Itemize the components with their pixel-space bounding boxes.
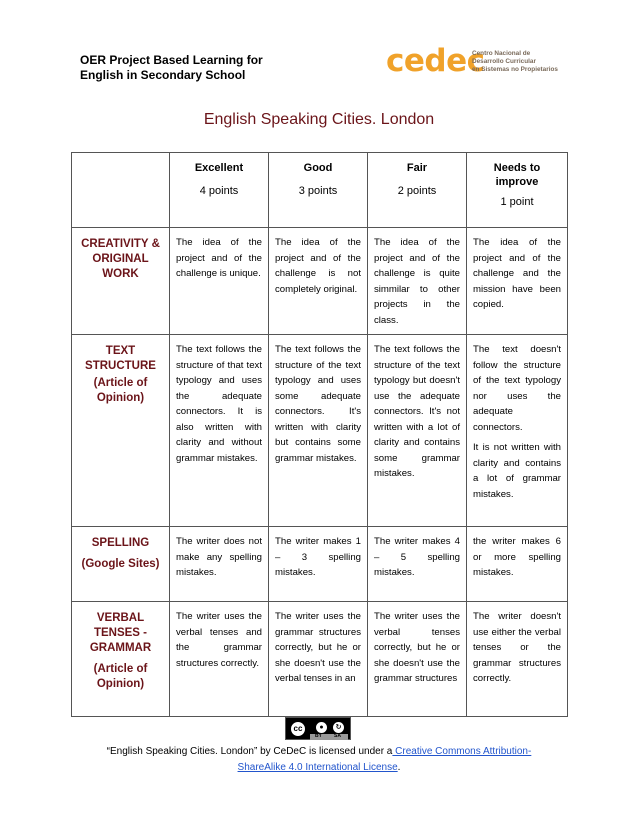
cc-icon: cc xyxy=(289,720,307,738)
criterion-cell xyxy=(72,602,170,717)
rubric-row-text-structure xyxy=(72,335,568,527)
criterion-label: CREATIVITY & ORIGINAL WORK xyxy=(81,238,160,280)
descriptor-cell: The text follows the structure of that text typology and uses the adequate connectors. It is also written with clarity and without grammar mistakes. xyxy=(170,335,269,527)
descriptor-cell: The writer makes 4 – 5 spelling mistakes. xyxy=(368,527,467,602)
descriptor-cell: The idea of the project and of the challenge and the mission have been copied. xyxy=(467,228,568,335)
level-points: 2 points xyxy=(397,185,437,197)
document-header xyxy=(80,53,300,83)
header-line-2: English in Secondary School xyxy=(80,68,246,82)
logo-subtitle xyxy=(472,50,558,74)
level-points: 3 points xyxy=(298,185,338,197)
footer-suffix: . xyxy=(397,762,401,773)
level-label: Good xyxy=(303,162,333,174)
sa-label: SA xyxy=(334,733,341,739)
license-footer xyxy=(80,744,558,776)
rubric-table xyxy=(71,152,568,717)
descriptor-text: The text doesn't follow the structure of the text typology nor uses the adequate connectors. xyxy=(473,344,561,433)
level-header-needs-improve xyxy=(467,153,568,228)
header-line-1: OER Project Based Learning for xyxy=(80,53,263,67)
descriptor-cell: The text follows the structure of the text typology and uses some adequate connectors. It's written with clarity but contains some grammar mistakes. xyxy=(269,335,368,527)
rubric-row-verbal-tenses xyxy=(72,602,568,717)
level-header-excellent xyxy=(170,153,269,228)
cedec-logo xyxy=(386,43,576,80)
rubric-header-row xyxy=(72,153,568,228)
criterion-label: VERBAL TENSES - GRAMMAR xyxy=(89,612,152,654)
descriptor-cell: The writer uses the grammar structures correctly, but he or she doesn't use the verbal tenses in an xyxy=(269,602,368,717)
by-label: BY xyxy=(315,733,322,739)
sharealike-icon: ↻ xyxy=(332,721,345,734)
descriptor-cell: The idea of the project and of the challenge is not completely original. xyxy=(269,228,368,335)
descriptor-cell: The writer doesn't use either the verbal tenses or the grammar structures correctly. xyxy=(467,602,568,717)
cc-license-badge[interactable] xyxy=(285,717,351,740)
descriptor-extra-text: It is not written with clarity and contains a lot of grammar mistakes. xyxy=(473,442,561,500)
criterion-cell xyxy=(72,228,170,335)
level-label: Needs to improve xyxy=(493,162,541,188)
logo-sub-line-2: Desarrollo Curricular xyxy=(472,58,536,65)
criterion-sublabel: (Google Sites) xyxy=(81,558,160,570)
criterion-sublabel: (Article of Opinion) xyxy=(93,663,148,690)
descriptor-cell: The idea of the project and of the challenge is quite simmilar to other projects in the class. xyxy=(368,228,467,335)
logo-sub-line-3: en Sistemas no Propietarios xyxy=(472,66,558,73)
descriptor-cell: The text follows the structure of the text typology but doesn't use the adequate connectors. It's not written with a lot of clarity and contains some grammar mistakes. xyxy=(368,335,467,527)
level-label: Fair xyxy=(406,162,428,174)
level-points: 1 point xyxy=(500,196,534,208)
descriptor-cell: The idea of the project and of the challenge is unique. xyxy=(170,228,269,335)
logo-brand: cedec xyxy=(386,43,485,79)
criterion-cell xyxy=(72,335,170,527)
rubric-corner-cell xyxy=(72,153,170,228)
license-link-part-1[interactable]: Creative Commons Attribution- xyxy=(392,746,532,757)
level-label: Excellent xyxy=(194,162,244,174)
logo-sub-line-1: Centro Nacional de xyxy=(472,50,531,57)
level-header-fair xyxy=(368,153,467,228)
level-header-good xyxy=(269,153,368,228)
document-title: English Speaking Cities. London xyxy=(203,111,435,128)
attribution-icon: ● xyxy=(315,721,328,734)
rubric-row-creativity xyxy=(72,228,568,335)
criterion-sublabel: (Article of Opinion) xyxy=(93,377,148,404)
descriptor-cell: The writer uses the verbal tenses and the grammar structures correctly. xyxy=(170,602,269,717)
descriptor-cell: The writer makes 1 – 3 spelling mistakes. xyxy=(269,527,368,602)
descriptor-cell xyxy=(467,335,568,527)
rubric-row-spelling xyxy=(72,527,568,602)
license-link-part-2[interactable]: ShareAlike 4.0 International License xyxy=(237,762,398,773)
criterion-label: TEXT STRUCTURE xyxy=(85,345,156,372)
level-points: 4 points xyxy=(199,185,239,197)
descriptor-cell: The writer does not make any spelling mistakes. xyxy=(170,527,269,602)
descriptor-cell: the writer makes 6 or more spelling mistakes. xyxy=(467,527,568,602)
criterion-label: SPELLING xyxy=(91,537,150,549)
license-label-strip xyxy=(310,734,348,740)
descriptor-cell: The writer uses the verbal tenses correctly, but he or she doesn't use the grammar structures xyxy=(368,602,467,717)
criterion-cell xyxy=(72,527,170,602)
footer-prefix: “English Speaking Cities. London” by CeDeC is licensed under a xyxy=(106,746,393,757)
